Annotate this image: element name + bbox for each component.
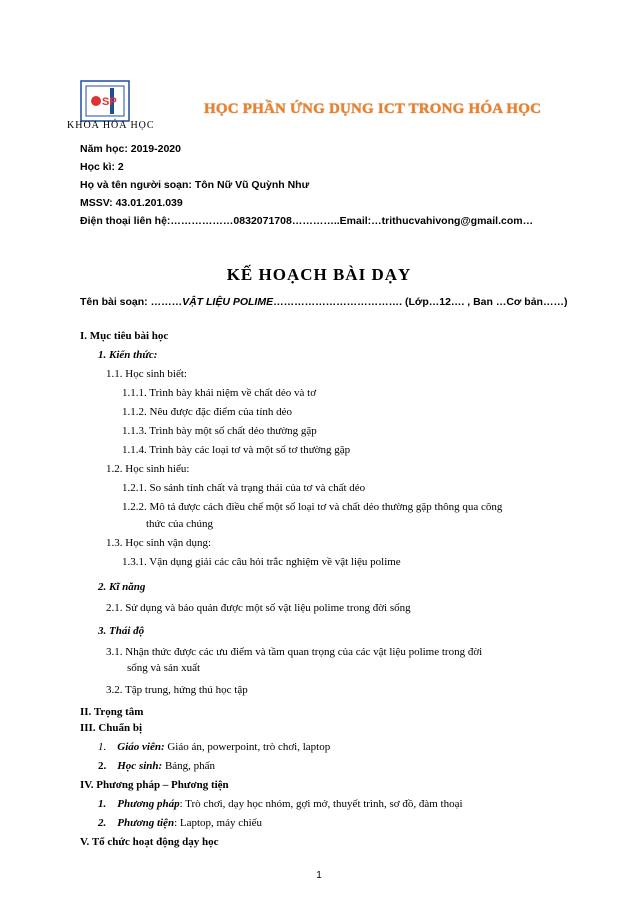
item-2-1: 2.1. Sử dụng và bảo quản được một số vật liệu polime trong đời sống xyxy=(106,602,411,614)
section-focus: II. Trọng tâm xyxy=(80,706,144,718)
item-1-2-2-cont: thức của chúng xyxy=(146,518,214,530)
subsection-skills: 2. Kĩ năng xyxy=(98,581,146,593)
item-1-2-2: 1.2.2. Mô tả được cách điều chế một số loại tơ và chất dẻo thường gặp thông qua công xyxy=(122,501,503,513)
student-id: MSSV: 43.01.201.039 xyxy=(80,197,183,209)
method-item: 1. Phương pháp: Trò chơi, dạy học nhóm, gợi mở, thuyết trình, sơ đồ, đàm thoại xyxy=(98,798,463,810)
semester: Học kì: 2 xyxy=(80,161,124,173)
item-1-1: 1.1. Học sinh biết: xyxy=(106,368,187,380)
page-number: 1 xyxy=(316,870,322,881)
item-1-2-1: 1.2.1. So sánh tính chất và trạng thái của tơ và chất dẻo xyxy=(122,482,366,494)
subsection-attitude: 3. Thái độ xyxy=(98,625,145,637)
lesson-name: VẬT LIỆU POLIME xyxy=(182,296,274,308)
item-1-1-3: 1.1.3. Trình bày một số chất dẻo thường gặp xyxy=(122,425,317,437)
school-year: Năm học: 2019-2020 xyxy=(80,143,181,155)
item-3-1-cont: sống và sản xuất xyxy=(127,662,201,674)
contact-info: Điện thoại liên hệ:………………0832071708…………..Email:…trithucvahivong@gmail.com… xyxy=(80,215,534,227)
section-objectives: I. Mục tiêu bài học xyxy=(80,330,169,342)
section-methods: IV. Phương pháp – Phương tiện xyxy=(80,779,229,791)
lesson-name-line xyxy=(80,296,567,308)
lesson-suffix: ………………………………. (Lớp…12…. , Ban …Cơ bản……) xyxy=(273,296,568,308)
item-1-1-2: 1.1.2. Nêu được đặc điểm của tính dẻo xyxy=(122,406,293,418)
prep-teacher: 1. Giáo viên: Giáo án, powerpoint, trò chơi, laptop xyxy=(98,741,331,753)
university-logo xyxy=(80,80,130,122)
item-3-2: 3.2. Tập trung, hứng thú học tập xyxy=(106,684,248,696)
equipment-item: 2. Phương tiện: Laptop, máy chiếu xyxy=(98,817,263,829)
author-name: Họ và tên người soạn: Tôn Nữ Vũ Quỳnh Như xyxy=(80,179,310,191)
svg-text:SP: SP xyxy=(102,96,117,108)
lesson-prefix: Tên bài soạn: ……… xyxy=(80,296,183,308)
item-1-1-4: 1.1.4. Trình bày các loại tơ và một số tơ thường gặp xyxy=(122,444,351,456)
prep-student: 2. Học sinh: Bảng, phấn xyxy=(98,760,216,772)
item-3-1: 3.1. Nhận thức được các ưu điểm và tầm quan trọng của các vật liệu polime trong đời xyxy=(106,646,483,658)
subsection-knowledge: 1. Kiến thức: xyxy=(98,349,158,361)
document-title: KẾ HOẠCH BÀI DẠY xyxy=(226,265,412,284)
faculty-label: KHOA HÓA HỌC xyxy=(67,120,155,131)
section-activities: V. Tổ chức hoạt động dạy học xyxy=(80,836,219,848)
item-1-1-1: 1.1.1. Trình bày khái niệm về chất dẻo và tơ xyxy=(122,387,317,399)
item-1-3-1: 1.3.1. Vận dụng giải các câu hỏi trắc nghiệm về vật liệu polime xyxy=(122,556,401,568)
item-1-2: 1.2. Học sinh hiểu: xyxy=(106,463,190,475)
item-1-3: 1.3. Học sinh vận dụng: xyxy=(106,537,212,549)
section-preparation: III. Chuẩn bị xyxy=(80,722,143,734)
course-title: HỌC PHẦN ỨNG DỤNG ICT TRONG HÓA HỌC xyxy=(204,101,542,117)
